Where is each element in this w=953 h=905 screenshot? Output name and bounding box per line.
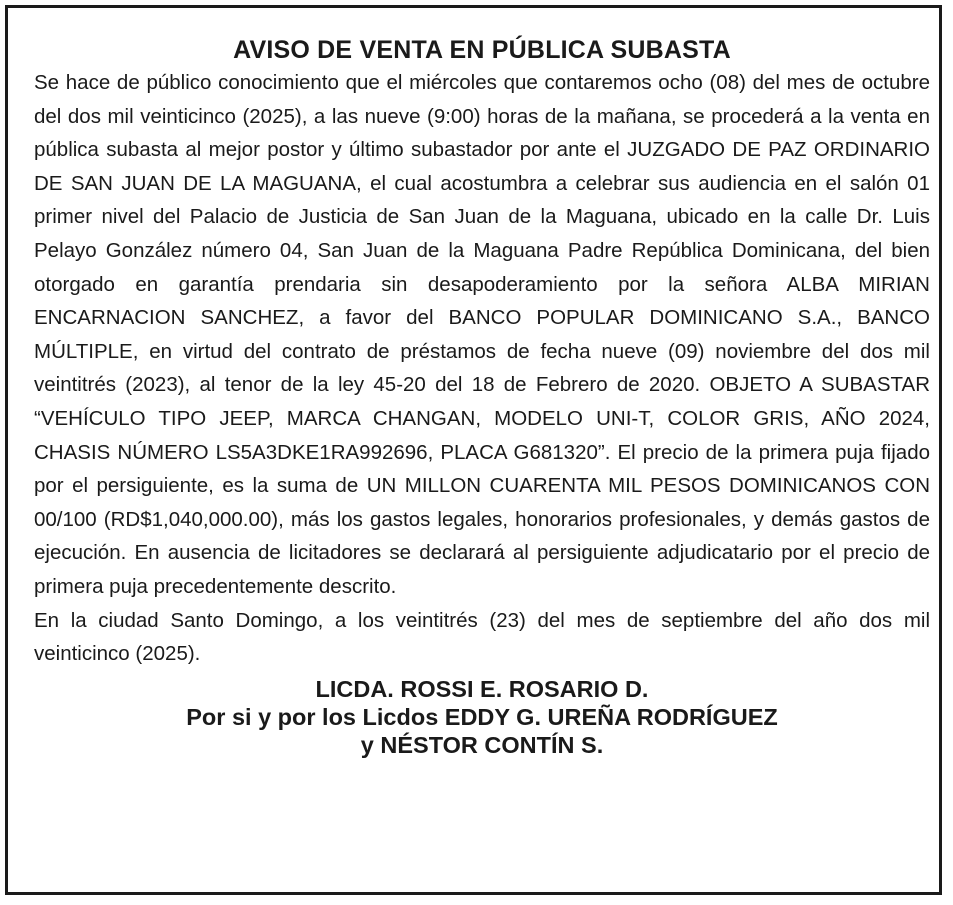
notice-date-paragraph: En la ciudad Santo Domingo, a los veintitrés (23) del mes de septiembre del año dos mil veinticinco (2025). (34, 608, 930, 666)
signature-name: LICDA. ROSSI E. ROSARIO D. (315, 675, 649, 702)
signature-block (34, 675, 930, 759)
notice-title: AVISO DE VENTA EN PÚBLICA SUBASTA (233, 36, 731, 64)
notice-body-paragraph: Se hace de público conocimiento que el miércoles que contaremos ocho (08) del mes de octubre del dos mil veinticinco (2025), a las nueve (9:00) horas de la mañana, se procederá a la venta en pública subasta al mejor postor y último subastador por ante el JUZGADO DE PAZ ORDINARIO DE SAN JUAN DE LA MAGUANA, el cual acostumbra a celebrar sus audiencia en el salón 01 primer nivel del Palacio de Justicia de San Juan de la Maguana, ubicado en la calle Dr. Luis Pelayo González número 04, San Juan de la Maguana Padre República Dominicana, del bien otorgado en garantía prendaria sin desapoderamiento por la señora ALBA MIRIAN ENCARNACION SANCHEZ, a favor del BANCO POPULAR DOMINICANO S.A., BANCO MÚLTIPLE, en virtud del contrato de préstamos de fecha nueve (09) noviembre del dos mil veintitrés (2023), al tenor de la ley 45-20 del 18 de Febrero de 2020. OBJETO A SUBASTAR “VEHÍCULO TIPO JEEP, MARCA CHANGAN, MODELO UNI-T, COLOR GRIS, AÑO 2024, CHASIS NÚMERO LS5A3DKE1RA992696, PLACA G681320”. El precio de la primera puja fijado por el persiguiente, es la suma de UN MILLON CUARENTA MIL PESOS DOMINICANOS CON 00/100 (RD$1,040,000.00), más los gastos legales, honorarios profesionales, y demás gastos de ejecución. En ausencia de licitadores se declarará al persiguiente adjudicatario por el precio de primera puja precedentemente descrito. (34, 71, 930, 598)
signature-associates: Por si y por los Licdos EDDY G. UREÑA RODRÍGUEZ (186, 703, 778, 730)
signature-associates-continued: y NÉSTOR CONTÍN S. (360, 731, 604, 758)
notice-frame (5, 5, 942, 895)
notice-content (34, 34, 930, 759)
